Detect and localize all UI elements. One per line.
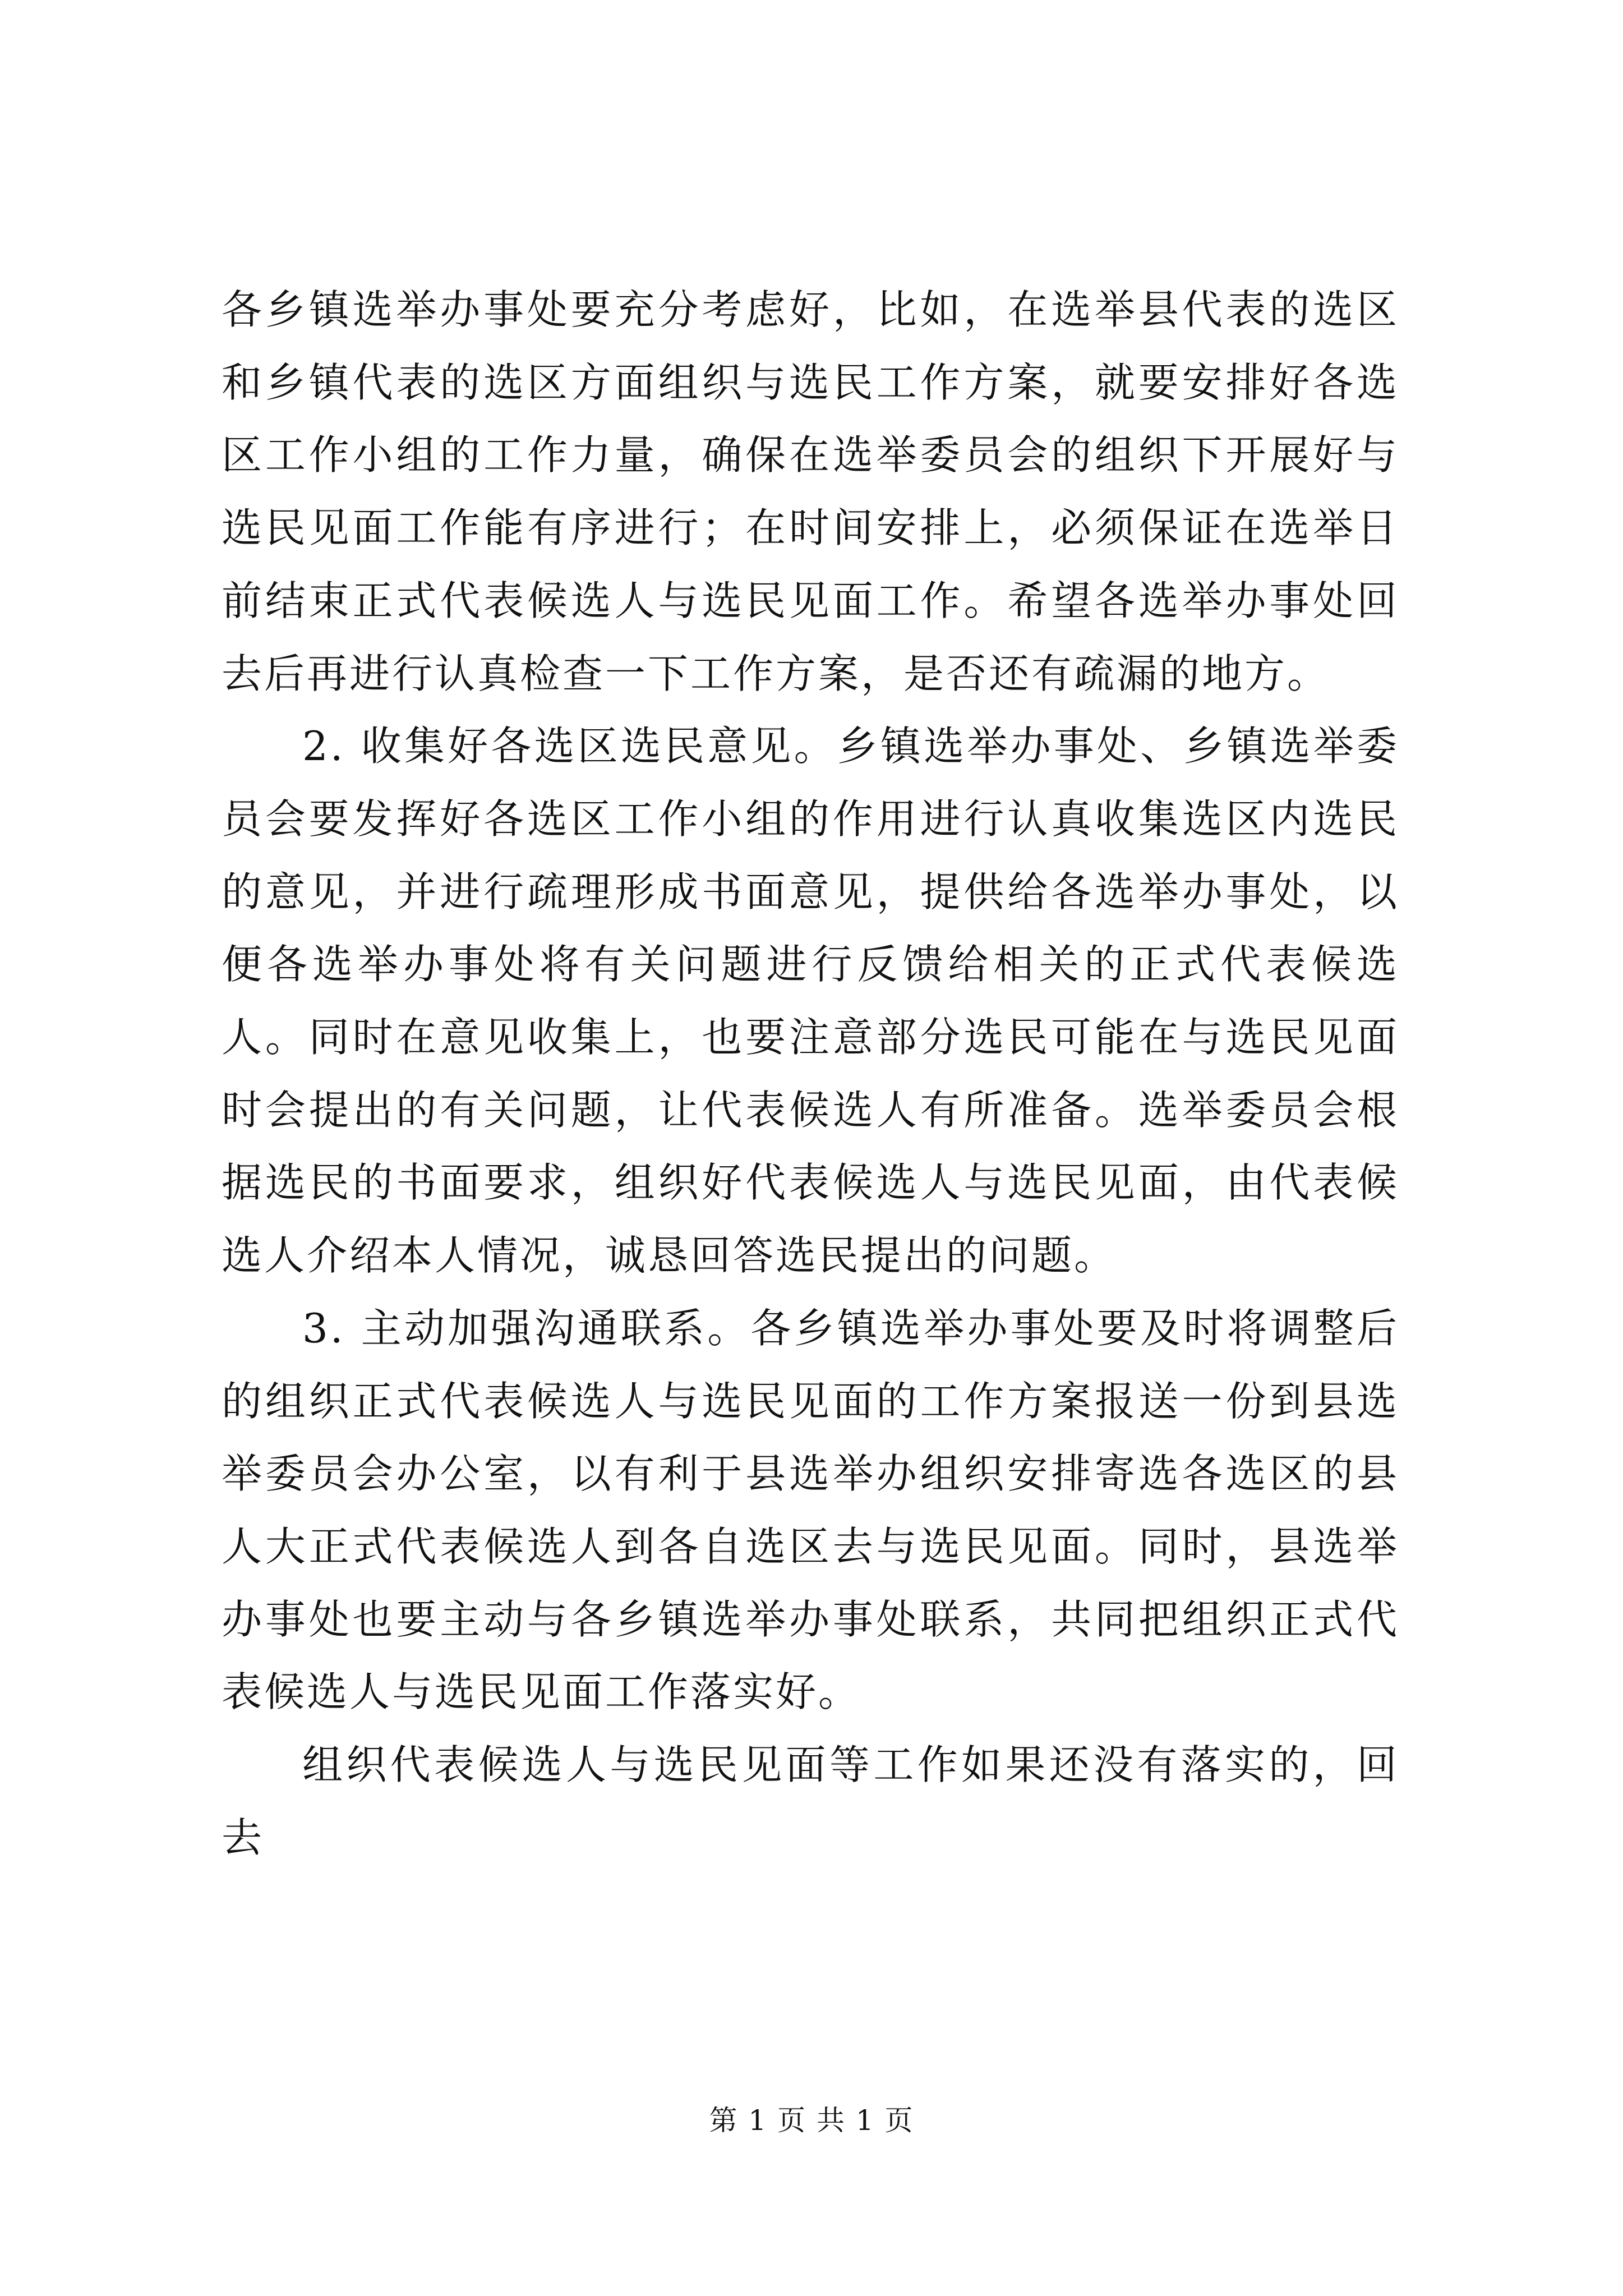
- page-number-label: 第 1 页 共 1 页: [709, 2104, 914, 2137]
- paragraph-item-3: 3. 主动加强沟通联系。各乡镇选举办事处要及时将调整后的组织正式代表候选人与选民见面的工作方案报送一份到县选举委员会办公室，以有利于县选举办组织安排寄选各选区的县人大正式代表候选人到各自选区去与选民见面。同时，县选举办事处也要主动与各乡镇选举办事处联系，共同把组织正式代表候选人与选民见面工作落实好。: [222, 1304, 1399, 1716]
- paragraph-continuation: 各乡镇选举办事处要充分考虑好，比如，在选举县代表的选区和乡镇代表的选区方面组织与选民工作方案，就要安排好各选区工作小组的工作力量，确保在选举委员会的组织下开展好与选民见面工作能有序进行；在时间安排上，必须保证在选举日前结束正式代表候选人与选民见面工作。希望各选举办事处回去后再进行认真检查一下工作方案，是否还有疏漏的地方。: [222, 286, 1399, 697]
- document-body: [222, 274, 1399, 1874]
- page-footer: [0, 2098, 1623, 2138]
- paragraph-item-2: 2. 收集好各选区选民意见。乡镇选举办事处、乡镇选举委员会要发挥好各选区工作小组的作用进行认真收集选区内选民的意见，并进行疏理形成书面意见，提供给各选举办事处，以便各选举办事处将有关问题进行反馈给相关的正式代表候选人。同时在意见收集上，也要注意部分选民可能在与选民见面时会提出的有关问题，让代表候选人有所准备。选举委员会根据选民的书面要求，组织好代表候选人与选民见面，由代表候选人介绍本人情况，诚恳回答选民提出的问题。: [222, 723, 1399, 1280]
- paragraph-closing: 组织代表候选人与选民见面等工作如果还没有落实的，回去: [222, 1741, 1399, 1861]
